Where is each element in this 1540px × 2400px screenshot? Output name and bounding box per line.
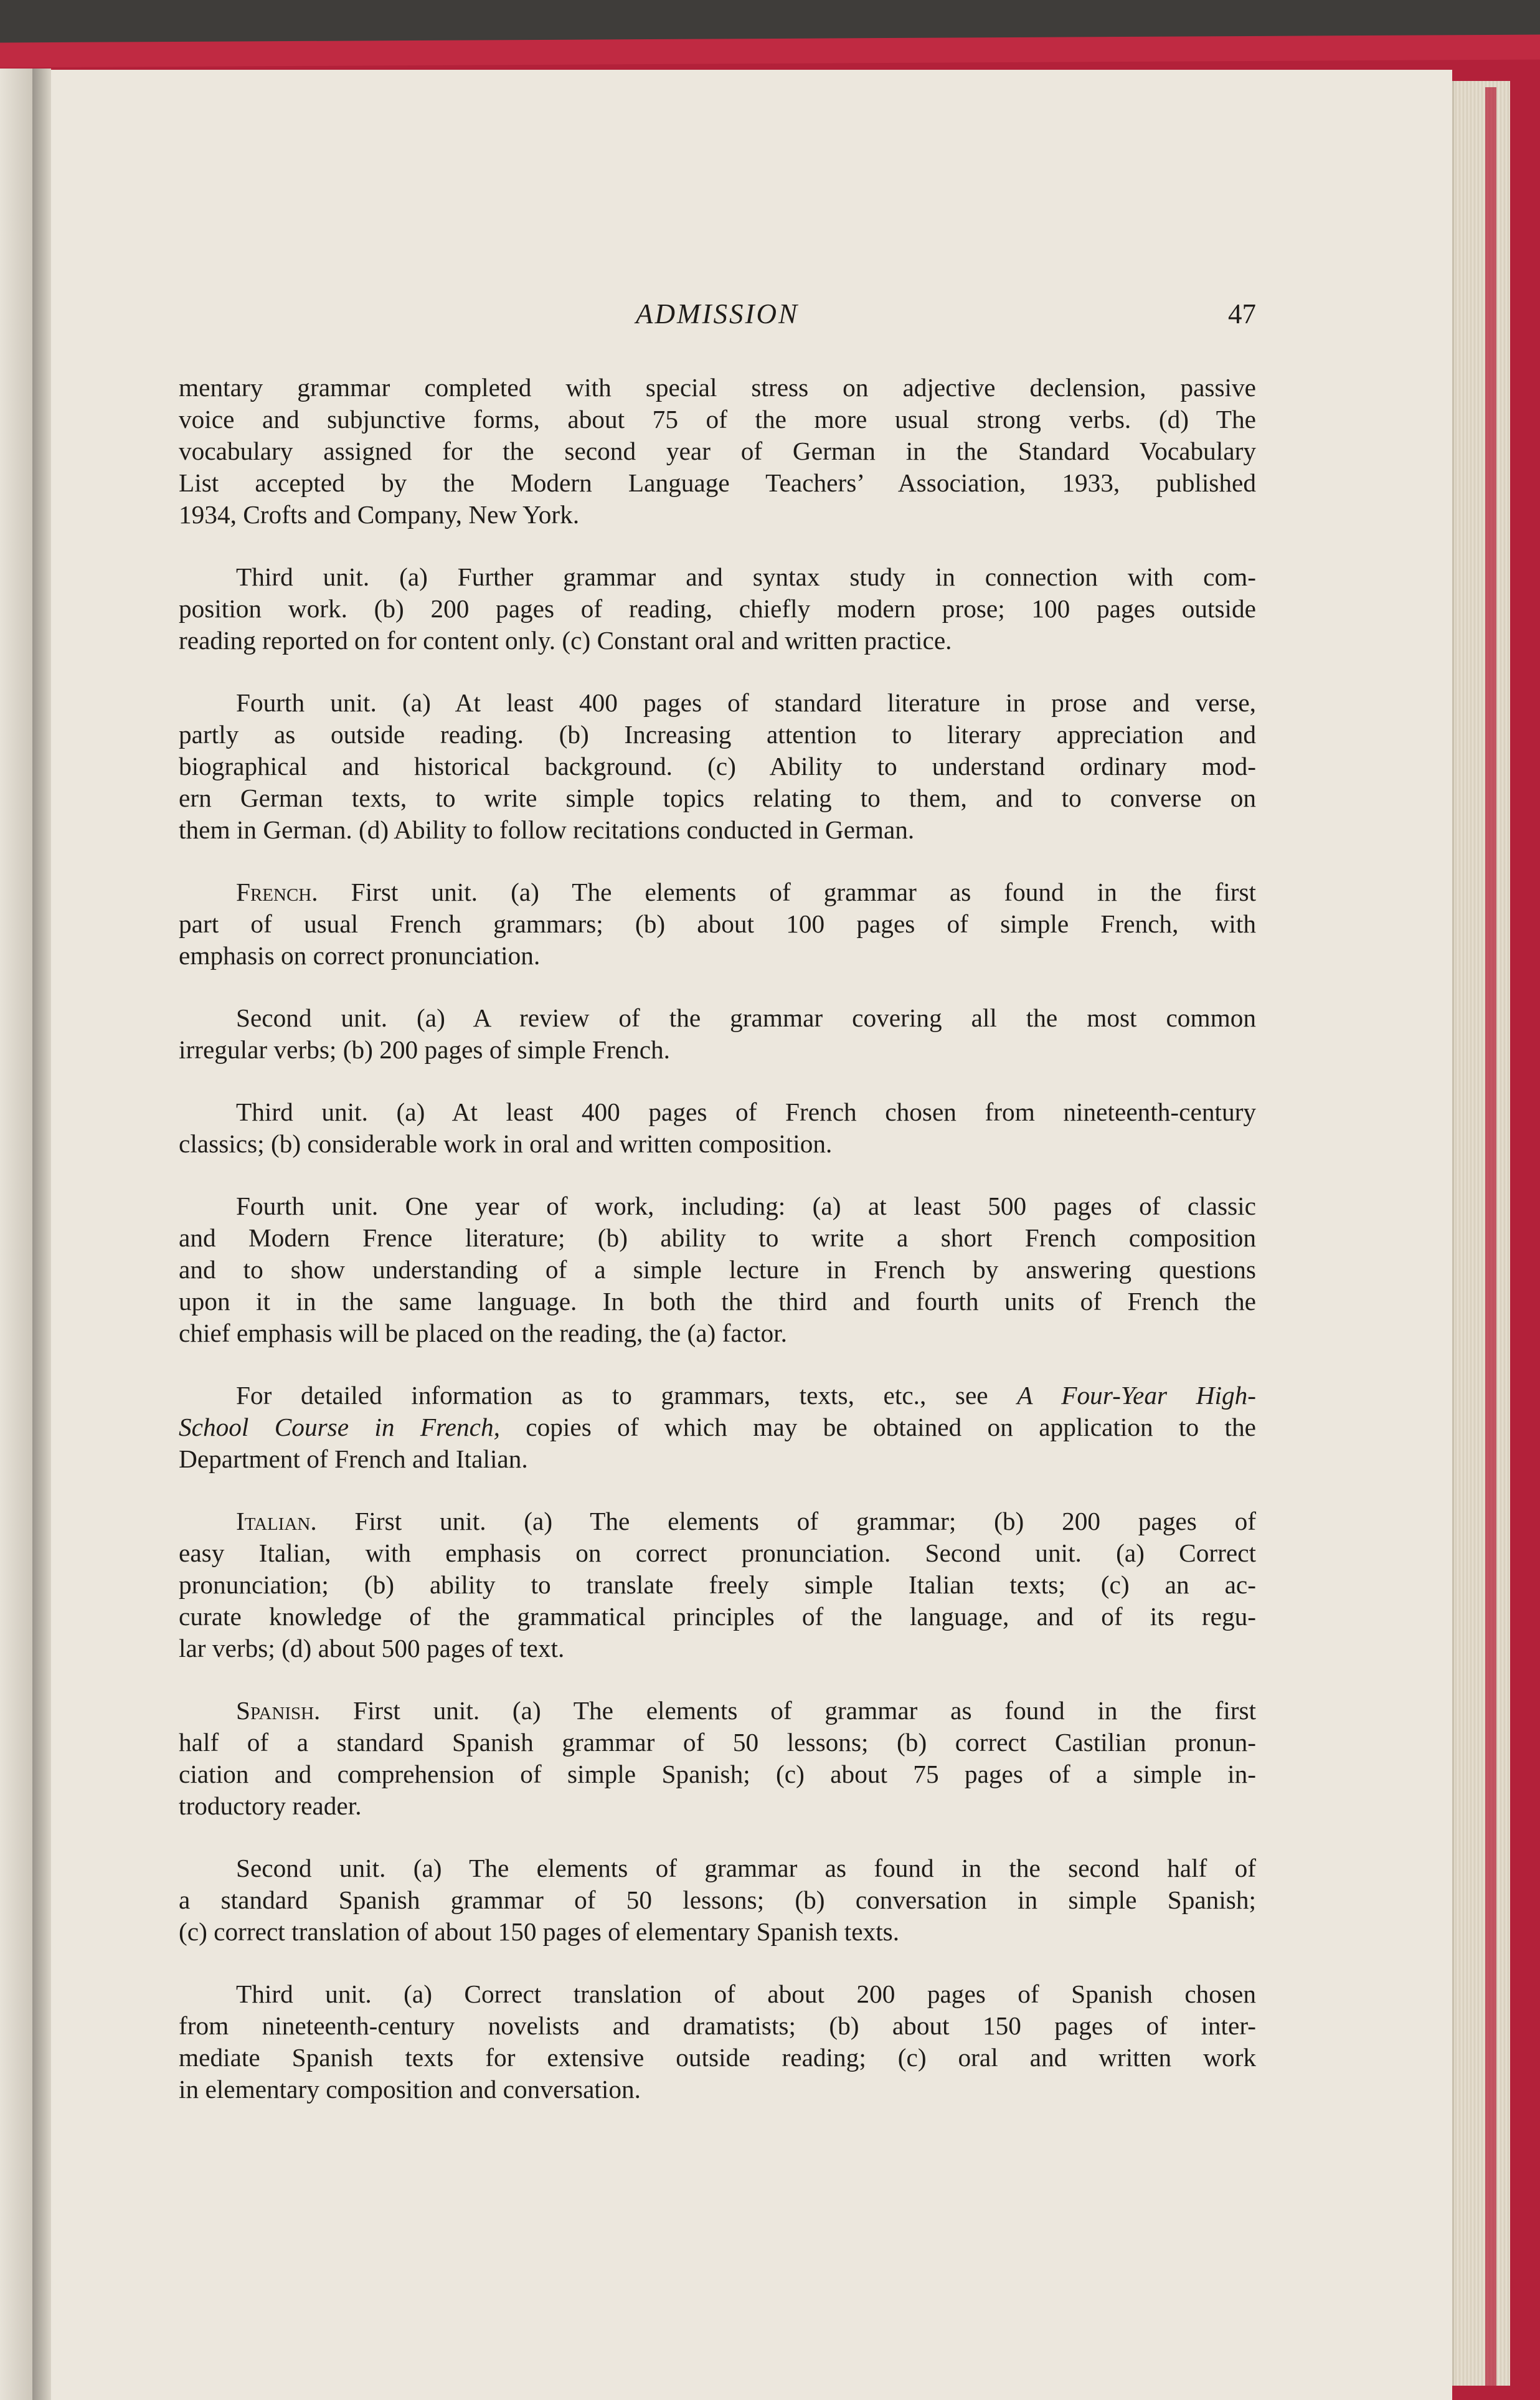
book-title-italic: School Course in French, — [179, 1413, 500, 1441]
facing-page-edge — [0, 69, 32, 2400]
text-line: part of usual French grammars; (b) about 100 pages of simple French, with — [179, 909, 1256, 938]
text-line: troductory reader. — [179, 1791, 362, 1820]
section-heading-spanish: Spanish. — [236, 1696, 321, 1725]
paragraph — [179, 1002, 1256, 1066]
body-text — [179, 372, 1256, 2105]
text-line: curate knowledge of the grammatical principles of the language, and of its regu- — [179, 1602, 1256, 1631]
text-line: Fourth unit. One year of work, including: (a) at least 500 pages of classic — [236, 1192, 1256, 1220]
text-line: Third unit. (a) Further grammar and syntax study in connection with com- — [236, 562, 1256, 591]
running-head — [179, 293, 1256, 336]
text-line: in elementary composition and conversation. — [179, 2075, 641, 2104]
text-line: mentary grammar completed with special stress on adjective declension, passive — [179, 373, 1256, 402]
paragraph — [179, 1190, 1256, 1349]
paragraph — [179, 687, 1256, 846]
text-run: First unit. (a) The elements of grammar; (b) 200 pages of — [316, 1507, 1256, 1535]
paragraph — [179, 561, 1256, 657]
text-line: half of a standard Spanish grammar of 50 lessons; (b) correct Castilian pronun- — [179, 1728, 1256, 1757]
paragraph-italian — [179, 1506, 1256, 1664]
page-number: 47 — [1228, 298, 1256, 330]
text-line: from nineteenth-century novelists and dramatists; (b) about 150 pages of inter- — [179, 2011, 1256, 2040]
book-title-italic: A Four-Year High- — [1017, 1381, 1256, 1410]
text-line: chief emphasis will be placed on the reading, the (a) factor. — [179, 1319, 787, 1347]
text-line — [179, 1380, 1256, 1411]
paragraph — [179, 1852, 1256, 1948]
text-line: biographical and historical background. (c) Ability to understand ordinary mod- — [179, 752, 1256, 780]
paragraph-french — [179, 876, 1256, 972]
text-run: For detailed information as to grammars, texts, etc., see — [236, 1381, 1018, 1410]
text-line: Third unit. (a) At least 400 pages of French chosen from nineteenth-century — [236, 1098, 1256, 1126]
text-line: ciation and comprehension of simple Spanish; (c) about 75 pages of a simple in- — [179, 1760, 1256, 1788]
section-heading-italian: Italian. — [236, 1507, 317, 1535]
paragraph-spanish — [179, 1695, 1256, 1822]
text-line: vocabulary assigned for the second year of German in the Standard Vocabulary — [179, 437, 1256, 465]
paragraph — [179, 1096, 1256, 1160]
text-line: upon it in the same language. In both the third and fourth units of French the — [179, 1287, 1256, 1316]
text-line: voice and subjunctive forms, about 75 of the more usual strong verbs. (d) The — [179, 405, 1256, 434]
text-line: pronunciation; (b) ability to translate freely simple Italian texts; (c) an ac- — [179, 1570, 1256, 1599]
text-line: and to show understanding of a simple lecture in French by answering questions — [179, 1255, 1256, 1284]
text-line: irregular verbs; (b) 200 pages of simple French. — [179, 1035, 670, 1064]
page-stack-edge — [1452, 81, 1510, 2386]
text-line: easy Italian, with emphasis on correct pronunciation. Second unit. (a) Correct — [179, 1539, 1256, 1567]
text-line: 1934, Crofts and Company, New York. — [179, 500, 580, 529]
section-heading-french: French. — [236, 878, 318, 906]
text-line: Department of French and Italian. — [179, 1444, 528, 1473]
text-line: Third unit. (a) Correct translation of about 200 pages of Spanish chosen — [236, 1980, 1256, 2008]
text-line — [179, 876, 1256, 908]
text-line: emphasis on correct pronunciation. — [179, 941, 541, 970]
text-run: First unit. (a) The elements of grammar as found in the first — [318, 878, 1256, 906]
text-line: ern German texts, to write simple topics relating to them, and to converse on — [179, 784, 1256, 812]
text-line: mediate Spanish texts for extensive outside reading; (c) oral and written work — [179, 2043, 1256, 2072]
text-line — [179, 1506, 1256, 1537]
text-line: position work. (b) 200 pages of reading, chiefly modern prose; 100 pages outside — [179, 594, 1256, 623]
text-line: List accepted by the Modern Language Teachers’ Association, 1933, published — [179, 468, 1256, 497]
text-line: (c) correct translation of about 150 pages of elementary Spanish texts. — [179, 1917, 900, 1946]
text-line: a standard Spanish grammar of 50 lessons; (b) conversation in simple Spanish; — [179, 1885, 1256, 1914]
paragraph — [179, 1380, 1256, 1475]
paragraph — [179, 372, 1256, 531]
text-line — [179, 1411, 1256, 1443]
text-line: Second unit. (a) A review of the grammar covering all the most common — [236, 1003, 1256, 1032]
text-line: partly as outside reading. (b) Increasing attention to literary appreciation and — [179, 720, 1256, 749]
text-line: them in German. (d) Ability to follow recitations conducted in German. — [179, 815, 915, 844]
book-gutter — [32, 69, 51, 2400]
running-head-title: ADMISSION — [636, 298, 799, 330]
text-run: copies of which may be obtained on application to the — [499, 1413, 1256, 1441]
text-run: First unit. (a) The elements of grammar as found in the first — [320, 1696, 1256, 1725]
text-line: lar verbs; (d) about 500 pages of text. — [179, 1634, 565, 1662]
text-line: classics; (b) considerable work in oral and written composition. — [179, 1129, 833, 1158]
text-line: Second unit. (a) The elements of grammar as found in the second half of — [236, 1854, 1256, 1882]
text-line: reading reported on for content only. (c) Constant oral and written practice. — [179, 626, 952, 655]
page-edge-tint — [1485, 87, 1496, 2386]
paragraph — [179, 1978, 1256, 2105]
text-line: Fourth unit. (a) At least 400 pages of standard literature in prose and verse, — [236, 688, 1256, 717]
text-line: and Modern Frence literature; (b) ability to write a short French composition — [179, 1223, 1256, 1252]
text-line — [179, 1695, 1256, 1727]
